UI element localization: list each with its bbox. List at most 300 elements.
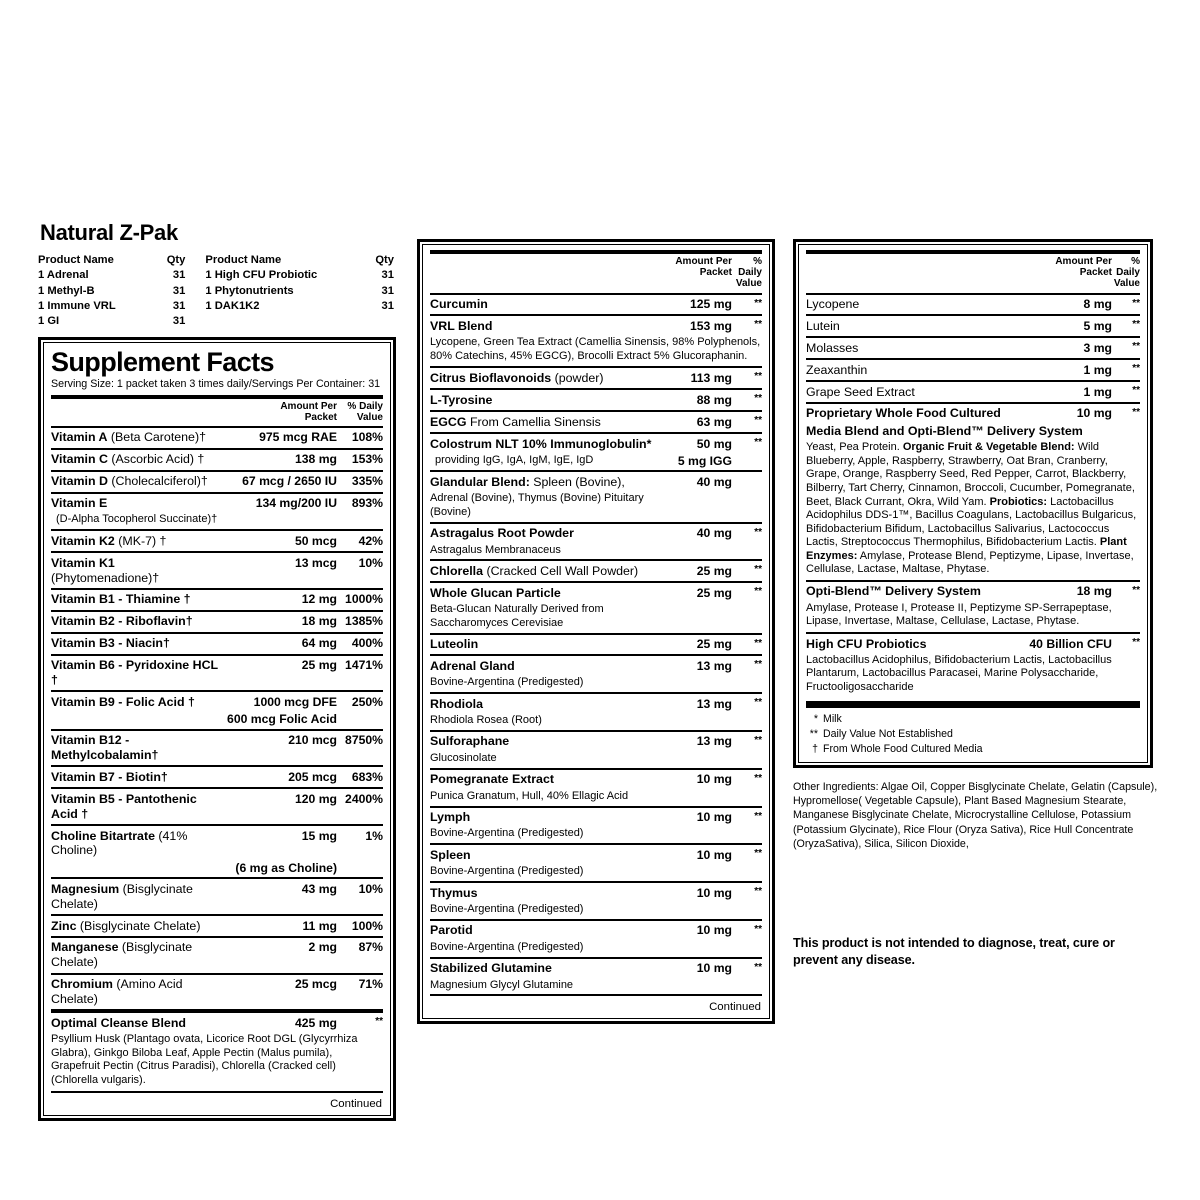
nutrient-amount: 40 mg (658, 471, 732, 492)
nutrient-name-cell (430, 560, 658, 582)
nutrient-row (430, 433, 762, 454)
nutrient-amount: 10 mg (658, 882, 732, 903)
footnote-item (806, 742, 1140, 757)
nutrient-name: Colostrum NLT 10% Immunoglobulin* (430, 436, 652, 451)
proprietary-blend-name-line2: Media Blend and Opti-Blend™ Delivery System (806, 423, 1083, 438)
nutrient-subrow (51, 513, 383, 530)
nutrient-name-cell (806, 359, 1016, 381)
nutrient-row (51, 788, 383, 825)
nutrient-name-detail: (Cholecalciferol)† (107, 474, 208, 489)
probiotics-desc-row (806, 654, 1140, 698)
nutrient-row (51, 471, 383, 493)
nutrient-name-cell (430, 844, 658, 865)
nutrient-subrow (430, 714, 762, 731)
nutrient-name-cell (51, 878, 221, 915)
product-list-row (38, 299, 396, 314)
nutrient-daily-value: ** (1112, 294, 1140, 316)
product-qty-left: 31 (172, 284, 186, 297)
probiotics-daily-value: ** (1112, 633, 1140, 654)
nutrient-name: Pomegranate Extract (430, 772, 554, 787)
nutrient-name: Vitamin K1 (51, 555, 115, 570)
subrow-spacer (732, 492, 762, 522)
nutrient-name-cell (430, 655, 658, 676)
nutrient-daily-value: ** (1112, 315, 1140, 337)
nutrient-daily-value: ** (1112, 337, 1140, 359)
nutrient-subrow (51, 861, 383, 879)
nutrient-row (430, 731, 762, 752)
nutrient-row (430, 655, 762, 676)
footnote-item (806, 712, 1140, 727)
nutrient-row (51, 611, 383, 633)
nutrient-row (51, 655, 383, 692)
qty-header-right: Qty (375, 254, 394, 266)
nutrient-name: Adrenal Gland (430, 658, 515, 673)
nutrient-daily-value: ** (732, 411, 762, 433)
nutrient-name-cell (806, 381, 1016, 403)
product-list-row (38, 284, 396, 299)
nutrient-row (51, 915, 383, 937)
nutrient-name: Vitamin B12 - Methylcobalamin† (51, 733, 159, 763)
nutrient-name-detail: (41% Choline) (51, 828, 188, 858)
amount-per-packet-header: Amount Per Packet (1016, 252, 1112, 294)
nutrient-descrow (430, 336, 762, 367)
nutrient-name-detail: Spleen (Bovine), (529, 474, 625, 489)
nutrient-daily-value: ** (732, 920, 762, 941)
qty-header-left: Qty (166, 254, 186, 266)
nutrient-name-cell (51, 530, 221, 552)
nutrient-name-cell (430, 471, 658, 492)
nutrient-daily-value: 1% (337, 825, 383, 861)
nutrient-name: Vitamin B7 - Biotin† (51, 769, 168, 784)
nutrient-name-cell (430, 634, 658, 656)
nutrient-amount-secondary (658, 790, 732, 807)
proprietary-blend-daily-value: ** (1112, 403, 1140, 424)
nutrient-name: Molasses (806, 340, 859, 355)
product-name-left: 1 Immune VRL (38, 299, 116, 312)
nutrient-daily-value: ** (732, 315, 762, 336)
nutrient-name-detail: (MK-7) † (114, 533, 167, 548)
nutrient-name-cell (430, 411, 658, 433)
subrow-spacer (732, 676, 762, 693)
nutrient-subtext: Adrenal (Bovine), Thymus (Bovine) Pituitary (Bovine) (430, 492, 644, 518)
subrow-spacer (732, 865, 762, 882)
nutrient-name-cell (430, 807, 658, 828)
nutrient-amount: 10 mg (658, 920, 732, 941)
nutrient-daily-value: 335% (337, 471, 383, 493)
nutrient-name-cell (430, 523, 658, 544)
nutrient-row (806, 337, 1140, 359)
footnote-divider-bar (806, 701, 1140, 708)
nutrient-amount: 10 mg (658, 958, 732, 979)
proprietary-blend-description: Yeast, Pea Protein. Organic Fruit & Vegetable Blend: Wild Blueberry, Apple, Raspberry, Strawberry, Oat Bran, Cranberry, Grape, Orange, Raspberry Seed, Red Pepper, Carrot, Blackberry, Bilberry, Tart Cherry, Cinnamon, Broccoli, Cucumber, Pomegranate, Beet, Black Currant, Okra, Wild Yam. Probiotics: Lactobacillus Acidophilus DDS-1™, Bacillus Coagulans, Lactobacillus Bulgaricus, Bifidobacterium Bifidum, Lactobacillus Salivarius, Lactococcus Lactis, Streptococcus Thermophilus, Bifidobacterium Lactis. Plant Enzymes: Amylase, Protease Blend, Peptizyme, Lipase, Invertase, Cellulase, Lactase, Maltase, Phytase. (806, 441, 1137, 576)
nutrient-name: Manganese (51, 940, 119, 955)
nutrient-amount: 134 mg/200 IU (221, 493, 337, 514)
nutrient-name: Curcumin (430, 297, 488, 312)
nutrient-name: Vitamin A (51, 430, 108, 445)
probiotics-name: High CFU Probiotics (806, 633, 1016, 654)
nutrient-subrow (430, 603, 762, 633)
nutrient-subtext (51, 861, 221, 879)
nutrient-daily-value: 71% (337, 974, 383, 1012)
nutrient-daily-value: ** (732, 582, 762, 603)
nutrient-row (51, 589, 383, 611)
nutrient-amount-secondary: 600 mcg Folic Acid (227, 712, 337, 727)
nutrient-name: Choline Bitartrate (51, 828, 155, 843)
product-name-right: 1 High CFU Probiotic (205, 269, 318, 282)
subrow-spacer (732, 941, 762, 958)
nutrient-amount: 10 mg (658, 769, 732, 790)
nutrient-name: Vitamin B5 - Pantothenic Acid † (51, 791, 197, 821)
nutrient-row (51, 878, 383, 915)
nutrient-amount: 113 mg (658, 367, 732, 389)
product-qty-left: 31 (172, 269, 186, 282)
nutrient-name-cell (51, 471, 221, 493)
nutrient-amount: 205 mcg (221, 766, 337, 788)
nutrient-amount-secondary (658, 865, 732, 882)
nutrient-name-detail: (Beta Carotene)† (107, 430, 206, 445)
footnote-marker: * (813, 712, 818, 725)
product-name-header-left: Product Name (38, 254, 114, 266)
nutrient-subtext: Bovine-Argentina (Predigested) (430, 902, 584, 915)
nutrient-subrow (430, 941, 762, 958)
nutrient-name-cell (51, 730, 221, 767)
nutrient-name-cell (51, 974, 221, 1012)
nutrient-daily-value: ** (732, 769, 762, 790)
subrow-spacer (732, 903, 762, 920)
product-name-left: 1 Methyl-B (38, 284, 95, 297)
nutrient-subtext: Beta-Glucan Naturally Derived from Saccharomyces Cerevisiae (430, 603, 604, 629)
nutrient-subrow (430, 544, 762, 561)
nutrient-amount: 67 mcg / 2650 IU (221, 471, 337, 493)
nutrient-name-cell (430, 294, 658, 316)
nutrient-name: Chlorella (430, 563, 484, 578)
nutrient-amount: 10 mg (658, 844, 732, 865)
nutrient-subrow (51, 712, 383, 730)
nutrient-subtext: Bovine-Argentina (Predigested) (430, 676, 584, 689)
nutrient-name-cell (430, 582, 658, 603)
amount-per-packet-header: Amount Per Packet (221, 397, 337, 427)
nutrient-name: Vitamin B6 - Pyridoxine HCL † (51, 658, 218, 687)
nutrient-daily-value: ** (732, 389, 762, 411)
nutrient-amount: 11 mg (221, 915, 337, 937)
nutrient-name-cell (51, 611, 221, 633)
nutrient-name-cell (51, 937, 221, 974)
nutrient-row (430, 389, 762, 411)
nutrient-amount-secondary (658, 492, 732, 522)
nutrient-name: Luteolin (430, 637, 479, 651)
nutrient-name-cell (430, 433, 658, 454)
nutrient-daily-value: ** (732, 844, 762, 865)
page-title: Natural Z-Pak (40, 220, 178, 245)
product-list-row (38, 268, 396, 283)
nutrient-name-detail: (Ascorbic Acid) † (107, 452, 205, 467)
nutrient-row (806, 359, 1140, 381)
nutrient-name-cell (430, 731, 658, 752)
nutrient-name-cell (51, 493, 221, 514)
optiblend-description: Amylase, Protease I, Protease II, Peptizyme SP-Serrapeptase, Lipase, Invertase, Maltase, Cellulase, Lactase, Phytase. (806, 601, 1112, 628)
nutrient-row (430, 294, 762, 316)
nutrient-row (51, 825, 383, 861)
proprietary-blend-amount: 10 mg (1016, 403, 1112, 424)
proprietary-blend-name: Proprietary Whole Food Cultured (806, 403, 1016, 424)
nutrient-name: Rhodiola (430, 696, 483, 711)
product-name-left: 1 Adrenal (38, 269, 89, 282)
nutrient-row (430, 807, 762, 828)
nutrient-amount-secondary (658, 544, 732, 561)
product-qty-right: 31 (381, 299, 394, 312)
nutrient-name: Lycopene (806, 297, 860, 312)
nutrient-name: Stabilized Glutamine (430, 961, 552, 976)
nutrient-name: Spleen (430, 847, 471, 862)
amount-per-packet-header: Amount Per Packet (658, 252, 732, 294)
product-list-row (38, 314, 396, 329)
nutrient-daily-value: ** (1112, 359, 1140, 381)
nutrient-name-cell (51, 449, 221, 471)
footnote-marker: † (812, 743, 818, 756)
nutrient-amount: 8 mg (1016, 294, 1112, 316)
nutrient-subtext: Magnesium Glycyl Glutamine (430, 978, 574, 991)
nutrient-amount: 40 mg (658, 523, 732, 544)
nutrient-row (51, 427, 383, 449)
nutrient-name: EGCG (430, 414, 467, 429)
nutrient-row (51, 633, 383, 655)
product-list-table (38, 253, 396, 330)
nutrient-row (430, 634, 762, 656)
facts-column-headers (430, 252, 762, 294)
daily-value-header: % Daily Value (337, 397, 383, 427)
nutrient-daily-value (732, 471, 762, 492)
nutrient-name: Vitamin B9 - Folic Acid † (51, 694, 195, 709)
nutrient-daily-value: ** (732, 523, 762, 544)
nutrient-name-cell (51, 633, 221, 655)
nutrient-name-cell (806, 315, 1016, 337)
nutrient-amount: 43 mg (221, 878, 337, 915)
nutrient-name-detail: (Bisglycinate Chelate) (51, 881, 193, 911)
nutrient-daily-value: 1385% (337, 611, 383, 633)
nutrient-subrow (430, 454, 762, 472)
supplement-facts-panel-3 (793, 239, 1153, 768)
nutrient-daily-value: ** (337, 1011, 383, 1033)
optiblend-daily-value: ** (1112, 581, 1140, 602)
subrow-spacer (732, 790, 762, 807)
nutrient-row (430, 411, 762, 433)
product-name-right: 1 DAK1K2 (205, 299, 260, 312)
subrow-spacer (732, 603, 762, 633)
nutrient-name-detail: From Camellia Sinensis (466, 414, 601, 429)
subrow-spacer (732, 544, 762, 561)
nutrient-daily-value: ** (732, 294, 762, 316)
nutrient-name: Zinc (51, 918, 77, 933)
footnote-text: Daily Value Not Established (823, 727, 953, 740)
nutrient-amount: 153 mg (658, 315, 732, 336)
optiblend-name: Opti-Blend™ Delivery System (806, 581, 1016, 602)
product-name-right (205, 314, 366, 329)
nutrient-amount: 2 mg (221, 937, 337, 974)
facts-table-2 (430, 250, 762, 998)
nutrient-subtext: Punica Granatum, Hull, 40% Ellagic Acid (430, 789, 629, 802)
nutrient-subrow (430, 903, 762, 920)
nutrient-row (806, 315, 1140, 337)
nutrient-name-cell (430, 958, 658, 979)
nutrient-name-cell (430, 920, 658, 941)
nutrient-row (430, 844, 762, 865)
nutrient-name-cell (430, 367, 658, 389)
spacer-cell (430, 252, 658, 294)
nutrient-subrow (430, 865, 762, 882)
nutrient-name: Astragalus Root Powder (430, 526, 574, 541)
nutrient-row (430, 471, 762, 492)
daily-value-header: % Daily Value (1112, 252, 1140, 294)
nutrient-name-detail: (Bisglycinate Chelate) (51, 940, 193, 970)
nutrient-daily-value: ** (1112, 381, 1140, 403)
nutrient-row (51, 449, 383, 471)
proprietary-blend-name-line2-row (806, 424, 1140, 441)
nutrient-daily-value: 153% (337, 449, 383, 471)
nutrient-amount-secondary (658, 676, 732, 693)
nutrient-amount-secondary (658, 827, 732, 844)
nutrient-row (806, 381, 1140, 403)
nutrient-amount-secondary (658, 714, 732, 731)
nutrient-row (430, 560, 762, 582)
nutrient-name: VRL Blend (430, 318, 493, 333)
nutrient-amount: 25 mg (658, 560, 732, 582)
nutrient-name: Lymph (430, 810, 471, 824)
nutrient-amount: 125 mg (658, 294, 732, 316)
nutrient-subtext: (D-Alpha Tocopherol Succinate)† (56, 513, 218, 526)
nutrient-name-detail: (Cracked Cell Wall Powder) (483, 563, 639, 578)
nutrient-daily-value: 8750% (337, 730, 383, 767)
nutrient-subrow (430, 752, 762, 769)
nutrient-name: Citrus Bioflavonoids (430, 370, 552, 385)
nutrient-amount: 63 mg (658, 411, 732, 433)
product-qty-right: 31 (381, 284, 394, 297)
nutrient-name: Glandular Blend: (430, 474, 530, 489)
continued-label-1: Continued (330, 1097, 382, 1110)
nutrient-name-cell (51, 1011, 221, 1033)
nutrient-amount: 25 mcg (221, 974, 337, 1012)
fda-disclaimer: This product is not intended to diagnose, treat, cure or prevent any disease. (793, 936, 1115, 967)
nutrient-row (430, 367, 762, 389)
nutrient-name-cell (51, 691, 221, 712)
nutrient-daily-value: 400% (337, 633, 383, 655)
nutrient-row (51, 493, 383, 514)
nutrient-amount: 13 mcg (221, 552, 337, 589)
nutrient-row (51, 552, 383, 589)
nutrient-amount: 425 mg (221, 1011, 337, 1033)
nutrient-amount-secondary (658, 903, 732, 920)
proprietary-blend-desc-row (806, 441, 1140, 581)
product-name-left: 1 GI (38, 315, 60, 328)
nutrient-row (51, 974, 383, 1012)
column-middle (417, 232, 775, 1024)
nutrient-name-cell (51, 788, 221, 825)
nutrient-amount-secondary (658, 752, 732, 769)
spacer-cell (51, 397, 221, 427)
nutrient-subrow (430, 979, 762, 996)
nutrient-name-cell (430, 389, 658, 411)
nutrient-name: Vitamin C (51, 452, 108, 467)
footnote-text: From Whole Food Cultured Media (823, 743, 983, 756)
nutrient-row (430, 523, 762, 544)
nutrient-name-cell (51, 655, 221, 692)
nutrient-row (51, 530, 383, 552)
nutrient-row (51, 730, 383, 767)
subrow-spacer (337, 861, 383, 879)
facts-column-headers (51, 397, 383, 427)
facts-table-3 (806, 250, 1140, 698)
nutrient-row (430, 882, 762, 903)
nutrient-daily-value: 100% (337, 915, 383, 937)
optiblend-row (806, 581, 1140, 602)
spacer-cell (806, 252, 1016, 294)
nutrient-row (430, 769, 762, 790)
nutrient-subrow (430, 790, 762, 807)
nutrient-daily-value: 893% (337, 493, 383, 514)
nutrient-daily-value: ** (732, 560, 762, 582)
footnote-marker: ** (809, 727, 818, 740)
nutrient-name: Chromium (51, 977, 113, 992)
subrow-spacer (732, 752, 762, 769)
nutrient-daily-value: 2400% (337, 788, 383, 825)
nutrient-daily-value: 250% (337, 691, 383, 712)
nutrient-name-cell (51, 766, 221, 788)
nutrient-row (806, 294, 1140, 316)
nutrient-name-cell (51, 825, 221, 861)
nutrient-amount-secondary: 5 mg IGG (677, 453, 732, 468)
probiotics-description: Lactobacillus Acidophilus, Bifidobacterium Lactis, Lactobacillus Plantarum, Lactobacillus Paracasei, Marine Polysaccharide, Fructooligosaccharide (806, 653, 1112, 694)
optiblend-amount: 18 mg (1016, 581, 1112, 602)
nutrient-row (51, 766, 383, 788)
nutrient-amount: 1 mg (1016, 381, 1112, 403)
nutrient-name-detail: (Bisglycinate Chelate) (76, 918, 201, 933)
supplement-facts-panel-1 (38, 337, 396, 1121)
nutrient-name: Zeaxanthin (806, 362, 868, 377)
nutrient-name-cell (430, 693, 658, 714)
nutrient-description: Psyllium Husk (Plantago ovata, Licorice Root DGL (Glycyrrhiza Glabra), Ginkgo Biloba Leaf, Apple Pectin (Malus pumila), Grapefruit Pectin (Citrus Paradisi), Chlorella (Cracked cell) (Chlorella vulgaris). (51, 1033, 358, 1087)
nutrient-amount: 13 mg (658, 731, 732, 752)
facts-table-1 (51, 395, 383, 1095)
nutrient-amount: 25 mg (658, 634, 732, 656)
nutrient-subrow (430, 827, 762, 844)
nutrient-amount: 13 mg (658, 693, 732, 714)
nutrient-amount: 88 mg (658, 389, 732, 411)
nutrient-daily-value: ** (732, 655, 762, 676)
subrow-spacer (732, 979, 762, 996)
product-qty-left: 31 (172, 299, 186, 312)
nutrient-amount: 64 mg (221, 633, 337, 655)
nutrient-amount: 138 mg (221, 449, 337, 471)
nutrient-row (430, 582, 762, 603)
nutrient-name-cell (430, 882, 658, 903)
nutrient-daily-value: ** (732, 367, 762, 389)
nutrient-name-cell (430, 769, 658, 790)
nutrient-amount: 1 mg (1016, 359, 1112, 381)
nutrient-name: Grape Seed Extract (806, 384, 915, 399)
nutrient-subtext (51, 712, 221, 730)
probiotics-amount: 40 Billion CFU (1016, 633, 1112, 654)
nutrient-name: Parotid (430, 923, 473, 938)
nutrient-subrow (430, 492, 762, 522)
subrow-spacer (732, 714, 762, 731)
nutrient-name: Vitamin E (51, 496, 108, 511)
nutrient-name: Thymus (430, 885, 478, 900)
nutrient-name-cell (806, 294, 1016, 316)
product-qty-right: 31 (381, 269, 394, 282)
product-name-right: 1 Phytonutrients (205, 284, 294, 297)
nutrient-row (51, 937, 383, 974)
nutrient-subtext: providing IgG, IgA, IgM, IgE, IgD (435, 453, 594, 466)
nutrient-amount: 3 mg (1016, 337, 1112, 359)
